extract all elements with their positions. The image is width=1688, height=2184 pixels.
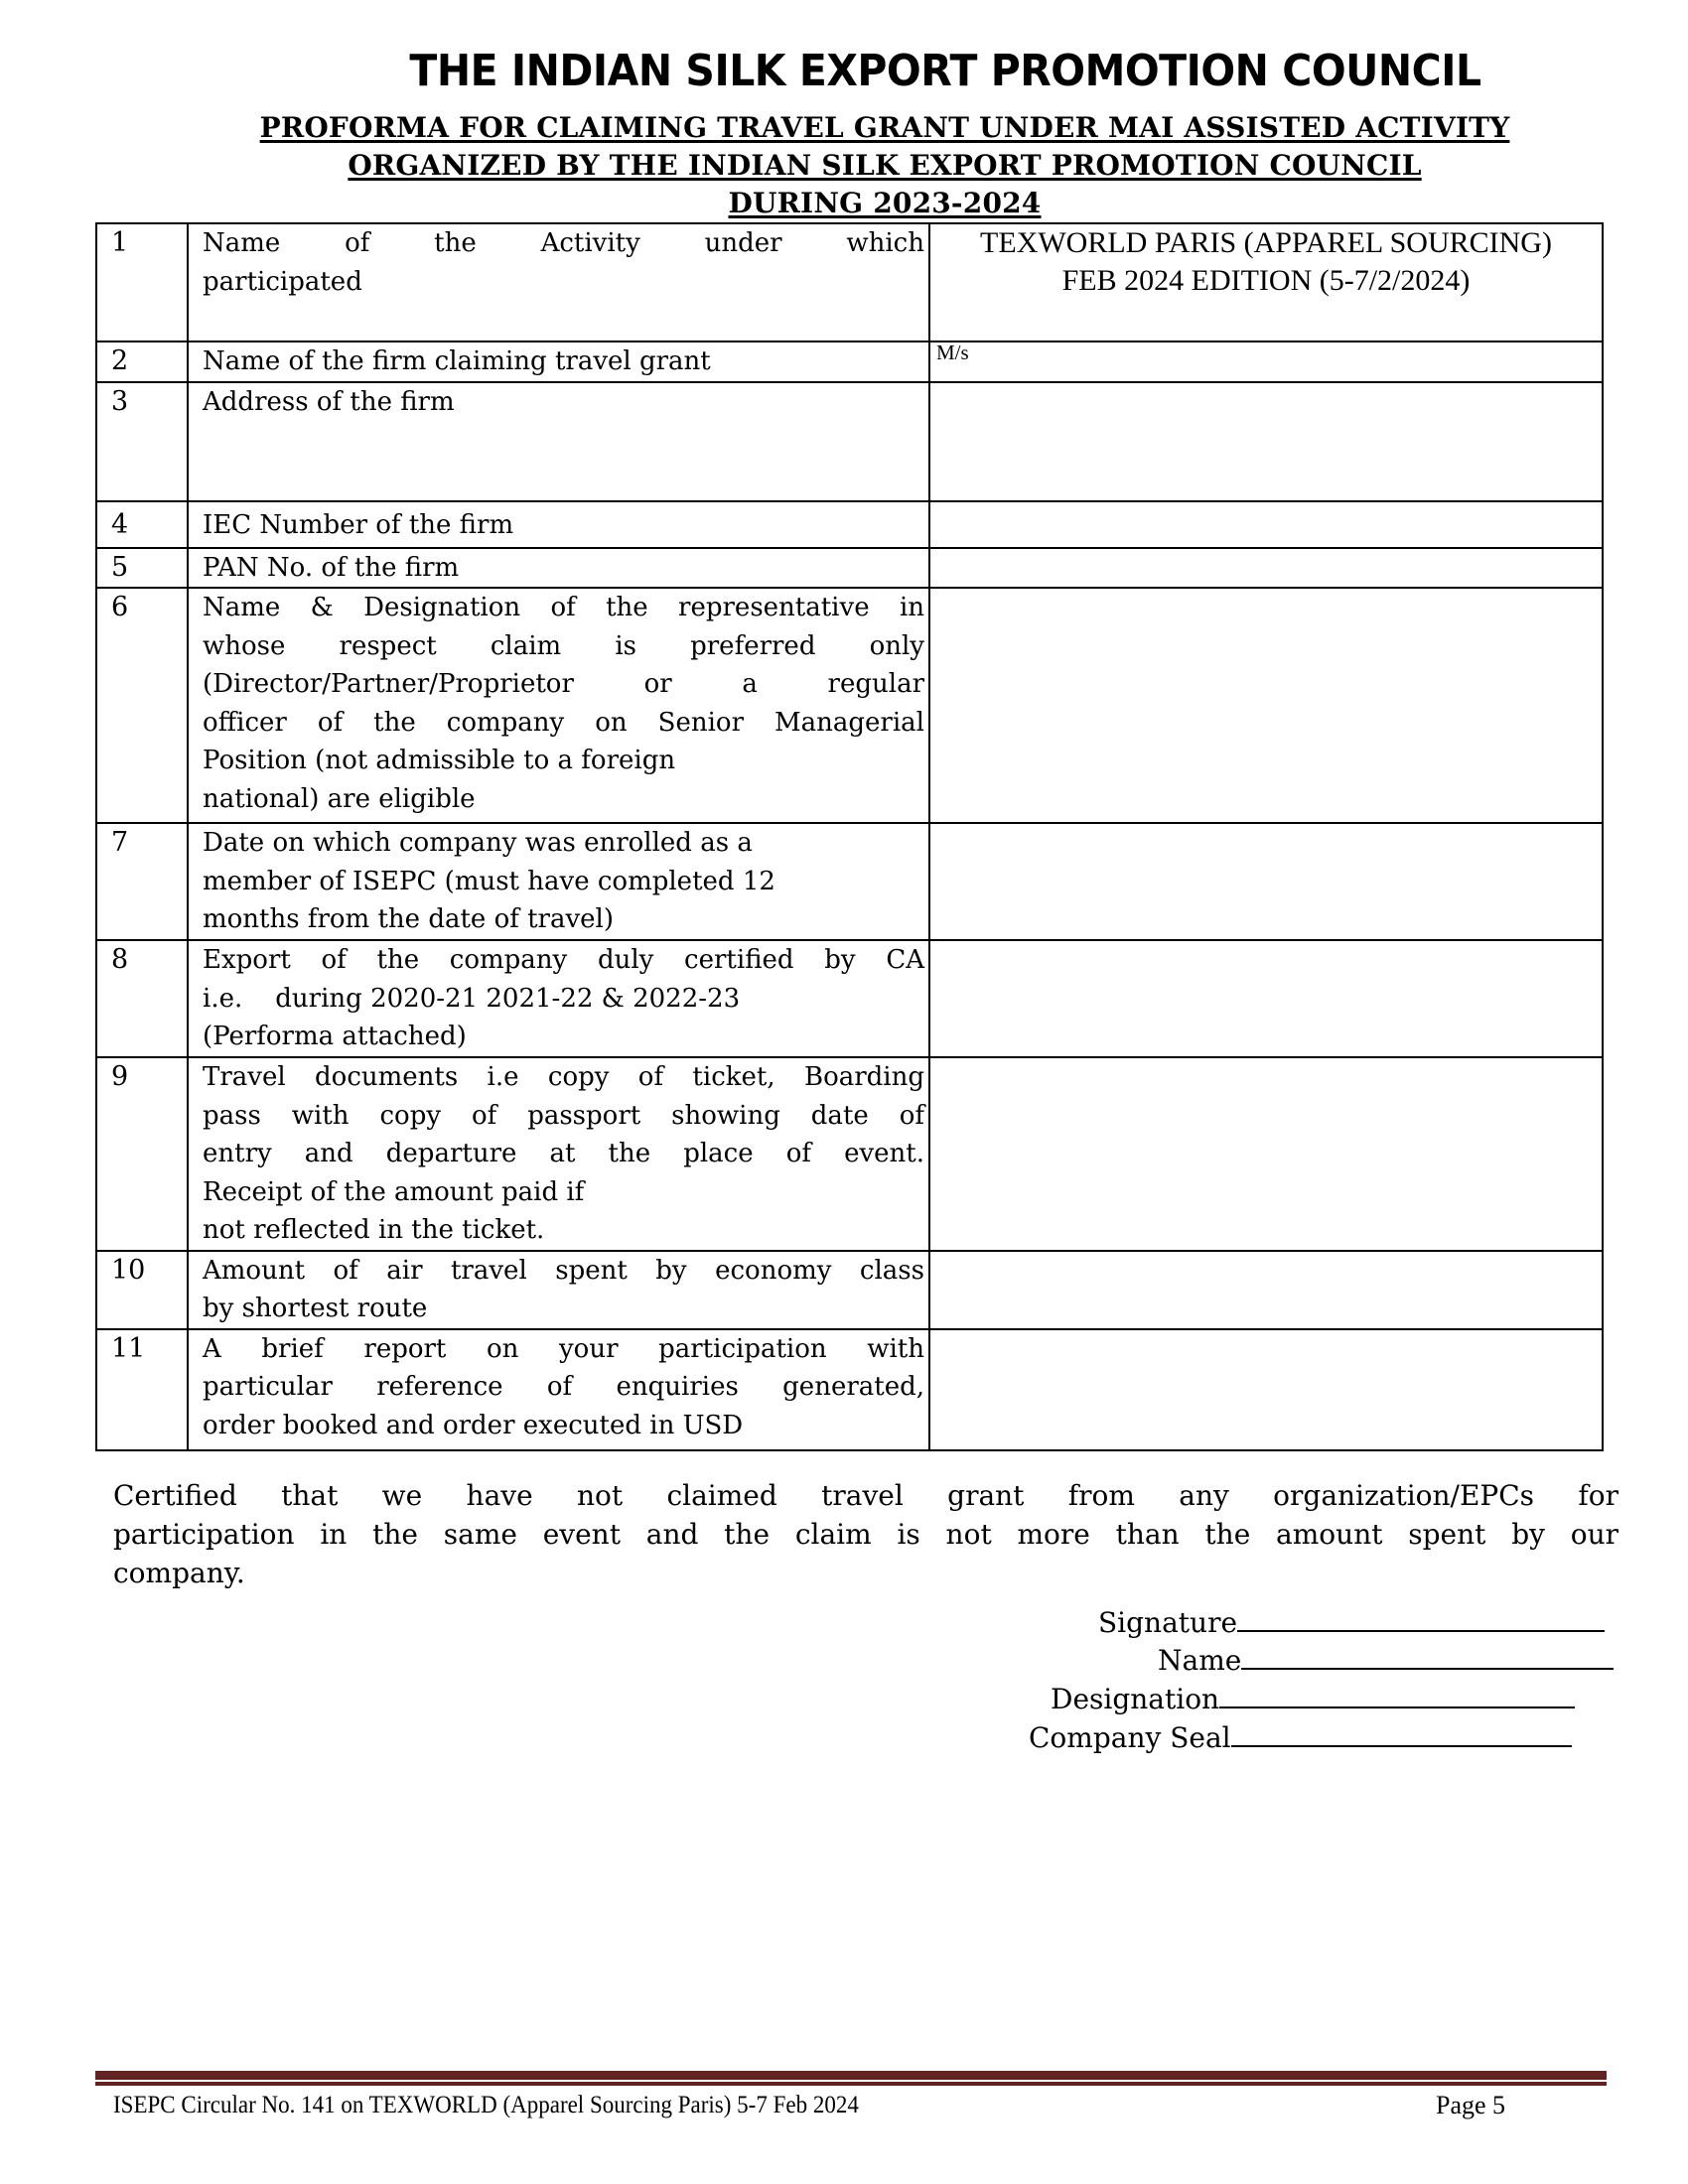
table-row xyxy=(96,382,1603,501)
firm-address-field[interactable] xyxy=(929,382,1603,501)
row-number: 7 xyxy=(96,823,188,940)
label-line: Address of the firm xyxy=(203,386,455,417)
row-number: 1 xyxy=(96,223,188,341)
certification-statement xyxy=(113,1476,1618,1592)
footer-rule-thick xyxy=(95,2071,1607,2080)
company-seal-label: Company Seal xyxy=(1029,1721,1231,1754)
label-line: entry and departure at the place of event. xyxy=(203,1139,924,1168)
table-row xyxy=(96,1251,1603,1329)
row-number: 5 xyxy=(96,548,188,589)
table-row xyxy=(96,1057,1603,1251)
row-number: 9 xyxy=(96,1057,188,1251)
row-number: 4 xyxy=(96,501,188,548)
name-row xyxy=(1158,1640,1614,1680)
table-row xyxy=(96,823,1603,940)
row-number: 3 xyxy=(96,382,188,501)
label-line: Date on which company was enrolled as a xyxy=(203,828,753,858)
row-label xyxy=(188,588,929,823)
label-line: i.e. during 2020-21 2021-22 & 2022-23 xyxy=(203,983,741,1014)
label-line: Export of the company duly certified by CA xyxy=(203,945,924,975)
signature-row xyxy=(1098,1602,1605,1642)
label-line: order booked and order executed in USD xyxy=(203,1410,744,1440)
firm-prefix: M/s xyxy=(936,341,969,364)
table-row xyxy=(96,588,1603,823)
row-label xyxy=(188,1251,929,1329)
row-label xyxy=(188,341,929,382)
table-row xyxy=(96,940,1603,1057)
row-label xyxy=(188,382,929,501)
proforma-subtitle-line-1: PROFORMA FOR CLAIMING TRAVEL GRANT UNDER MAI ASSISTED ACTIVITY xyxy=(259,111,1510,144)
label-line: Name of the Activity under which xyxy=(203,228,924,258)
certification-line: Certified that we have not claimed travel grant from any organization/EPCs for xyxy=(113,1479,1618,1512)
footer-page-number: Page 5 xyxy=(1436,2091,1506,2119)
row-number: 8 xyxy=(96,940,188,1057)
label-line: Name of the firm claiming travel grant xyxy=(203,346,711,376)
row-label xyxy=(188,823,929,940)
label-line: (Performa attached) xyxy=(203,1022,467,1051)
table-row xyxy=(96,501,1603,548)
travel-documents-field[interactable] xyxy=(929,1057,1603,1251)
label-line: participated xyxy=(203,266,362,297)
label-line: national) are eligible xyxy=(203,783,476,814)
row-label xyxy=(188,501,929,548)
row-label xyxy=(188,1329,929,1450)
label-line: months from the date of travel) xyxy=(203,904,615,934)
certification-line: company. xyxy=(113,1557,245,1589)
footer-circular-text: ISEPC Circular No. 141 on TEXWORLD (Apparel Sourcing Paris) 5-7 Feb 2024 xyxy=(113,2092,859,2118)
enrolment-date-field[interactable] xyxy=(929,823,1603,940)
value-line: FEB 2024 EDITION (5-7/2/2024) xyxy=(1061,264,1471,297)
designation-row xyxy=(1051,1679,1575,1718)
representative-field[interactable] xyxy=(929,588,1603,823)
designation-field[interactable] xyxy=(1219,1679,1575,1708)
iec-number-field[interactable] xyxy=(929,501,1603,548)
row-label xyxy=(188,548,929,589)
travel-grant-form-table xyxy=(95,222,1604,1451)
label-line: Position (not admissible to a foreign xyxy=(203,746,676,775)
pan-number-field[interactable] xyxy=(929,548,1603,589)
air-travel-amount-field[interactable] xyxy=(929,1251,1603,1329)
label-line: Name & Designation of the representative in xyxy=(203,593,924,622)
row-label xyxy=(188,223,929,341)
name-field[interactable] xyxy=(1241,1640,1614,1670)
row-number: 10 xyxy=(96,1251,188,1329)
label-line: officer of the company on Senior Managerial xyxy=(203,707,924,738)
participation-report-field[interactable] xyxy=(929,1329,1603,1450)
company-seal-field[interactable] xyxy=(1231,1717,1572,1747)
proforma-subtitle-line-2: ORGANIZED BY THE INDIAN SILK EXPORT PROMOTION COUNCIL xyxy=(348,149,1422,182)
row-label xyxy=(188,1057,929,1251)
table-row xyxy=(96,223,1603,341)
value-line: TEXWORLD PARIS (APPAREL SOURCING) xyxy=(980,226,1552,259)
label-line: pass with copy of passport showing date of xyxy=(203,1100,924,1131)
row-number: 11 xyxy=(96,1329,188,1450)
label-line: member of ISEPC (must have completed 12 xyxy=(203,866,775,896)
signature-field[interactable] xyxy=(1237,1602,1605,1632)
footer-rule-thin xyxy=(95,2082,1607,2086)
label-line: not reflected in the ticket. xyxy=(203,1215,545,1245)
signature-label: Signature xyxy=(1098,1606,1238,1639)
label-line: PAN No. of the firm xyxy=(203,552,460,583)
firm-name-field[interactable] xyxy=(929,341,1603,382)
designation-label: Designation xyxy=(1051,1683,1220,1715)
label-line: whose respect claim is preferred only xyxy=(203,630,924,661)
label-line: by shortest route xyxy=(203,1294,428,1323)
table-row xyxy=(96,341,1603,382)
label-line: A brief report on your participation with xyxy=(203,1333,924,1364)
label-line: Receipt of the amount paid if xyxy=(203,1176,585,1207)
name-label: Name xyxy=(1158,1644,1242,1677)
row-number: 6 xyxy=(96,588,188,823)
label-line: particular reference of enquiries generated, xyxy=(203,1372,924,1402)
label-line: Amount of air travel spent by economy class xyxy=(203,1255,924,1286)
label-line: Travel documents i.e copy of ticket, Boarding xyxy=(203,1062,924,1092)
certification-line: participation in the same event and the claim is not more than the amount spent by our xyxy=(113,1518,1618,1551)
export-certification-field[interactable] xyxy=(929,940,1603,1057)
row-number: 2 xyxy=(96,341,188,382)
table-row xyxy=(96,548,1603,589)
proforma-subtitle-line-3: DURING 2023-2024 xyxy=(728,187,1042,219)
row-label xyxy=(188,940,929,1057)
activity-name-field[interactable] xyxy=(929,223,1603,341)
table-row xyxy=(96,1329,1603,1450)
label-line: IEC Number of the firm xyxy=(203,509,514,540)
company-seal-row xyxy=(1029,1717,1572,1757)
council-title: THE INDIAN SILK EXPORT PROMOTION COUNCIL xyxy=(409,46,1481,96)
label-line: (Director/Partner/Proprietor or a regular xyxy=(203,669,924,699)
